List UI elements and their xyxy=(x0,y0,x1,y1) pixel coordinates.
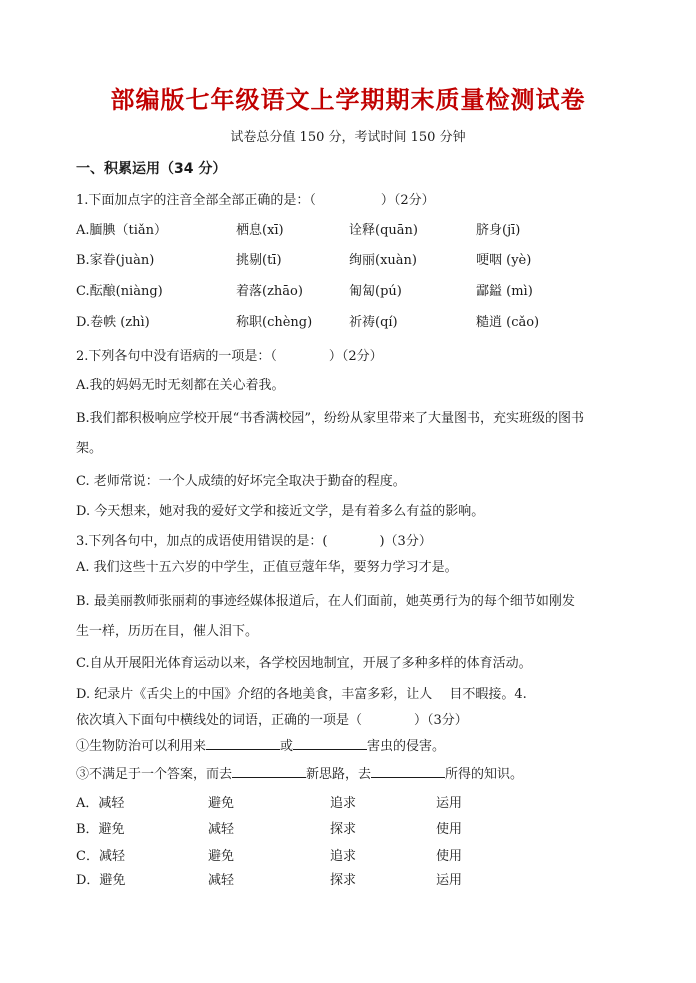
q4-option-c-3: 追求 xyxy=(330,849,357,864)
q3-option-b-cont: 生一样，历历在目，催人泪下。 xyxy=(76,624,259,639)
page-title: 部编版七年级语文上学期期末质量检测试卷 xyxy=(110,86,586,114)
q2-option-c: C. 老师常说：一个人成绩的好坏完全取决于勤奋的程度。 xyxy=(76,474,406,489)
q4-option-d-3: 探求 xyxy=(330,873,357,888)
q1-option-a-4: 脐身(jī) xyxy=(476,223,521,238)
q4-option-c-4: 使用 xyxy=(436,849,463,864)
q4-option-a-2: 避免 xyxy=(208,796,235,811)
q4-sentence-1 xyxy=(76,735,445,754)
question-2-stem: 2.下列各句中没有语病的一项是：（ ）（2分） xyxy=(76,349,383,364)
q1-option-b-2: 挑剔(tī) xyxy=(236,253,282,268)
q4-option-a-4: 运用 xyxy=(436,796,463,811)
q4-option-b-3: 探求 xyxy=(330,822,357,837)
q1-option-a-1: A.腼腆（tiǎn） xyxy=(76,223,168,238)
q1-option-d-3: 祈祷(qí) xyxy=(349,315,398,330)
q1-option-d-2: 称职(chèng) xyxy=(236,315,313,330)
q1-option-a-3: 诠释(quān) xyxy=(349,223,418,238)
q4-option-a-3: 追求 xyxy=(330,796,357,811)
q2-option-a: A.我的妈妈无时无刻都在关心着我。 xyxy=(76,378,285,393)
q4-option-a-1: A．减轻 xyxy=(76,796,125,811)
q4-option-b-1: B．避免 xyxy=(76,822,125,837)
q2-option-b: B.我们都积极响应学校开展“书香满校园”，纷纷从家里带来了大量图书，充实班级的图书 xyxy=(76,411,584,426)
q1-option-c-2: 着落(zhāo) xyxy=(236,284,303,299)
q2-option-b-cont: 架。 xyxy=(76,441,103,456)
q4-option-b-4: 使用 xyxy=(436,822,463,837)
q4-s2-part3: 所得的知识。 xyxy=(445,767,524,782)
q4-option-d-4: 运用 xyxy=(436,873,463,888)
q1-option-c-4: 酃鎰 (mì) xyxy=(476,284,533,299)
q4-option-c-1: C．减轻 xyxy=(76,849,125,864)
answer-blank[interactable] xyxy=(232,765,306,778)
section-heading: 一、积累运用（34 分） xyxy=(76,161,227,177)
q4-s1-part1: ①生物防治可以利用来 xyxy=(76,739,207,754)
q2-option-d: D. 今天想来，她对我的爱好文学和接近文学，是有着多么有益的影响。 xyxy=(76,504,485,519)
q1-option-a-2: 栖息(xī) xyxy=(236,223,284,238)
question-4-stem: 依次填入下面句中横线处的词语，正确的一项是（ ）（3分） xyxy=(76,713,468,728)
exam-info: 试卷总分值 150 分，考试时间 150 分钟 xyxy=(230,130,466,145)
q1-option-b-3: 绚丽(xuàn) xyxy=(349,253,417,268)
q4-s2-part2: 新思路，去 xyxy=(306,767,372,782)
q4-option-c-2: 避免 xyxy=(208,849,235,864)
q3-option-a: A. 我们这些十五六岁的中学生，正值豆蔻年华，要努力学习才是。 xyxy=(76,560,458,575)
q3-option-b: B. 最美丽教师张丽莉的事迹经媒体报道后，在人们面前，她英勇行为的每个细节如刚发 xyxy=(76,594,575,609)
q1-option-d-1: D.卷帙 (zhì) xyxy=(76,315,150,330)
question-3-stem: 3.下列各句中，加点的成语使用错误的是：( )（3分） xyxy=(76,534,432,549)
q3-option-d: D. 纪录片《舌尖上的中国》介绍的各地美食，丰富多彩，让人 目不暇接。4. xyxy=(76,687,527,702)
q4-sentence-2 xyxy=(76,763,523,782)
q1-option-d-4: 糙逍 (cǎo) xyxy=(476,315,540,330)
q4-option-d-1: D．避免 xyxy=(76,873,126,888)
q1-option-b-1: B.家眷(juàn) xyxy=(76,253,155,268)
q1-option-b-4: 哽咽 (yè) xyxy=(476,253,532,268)
q1-option-c-3: 匍匐(pú) xyxy=(349,284,402,299)
q3-option-c: C.自从开展阳光体育运动以来，各学校因地制宜，开展了多种多样的体育活动。 xyxy=(76,656,532,671)
q4-option-d-2: 减轻 xyxy=(208,873,235,888)
answer-blank[interactable] xyxy=(371,765,445,778)
q1-option-c-1: C.酝酿(niàng) xyxy=(76,284,163,299)
answer-blank[interactable] xyxy=(293,737,367,750)
q4-s1-part2: 或 xyxy=(280,739,294,754)
q4-s2-part1: ③不满足于一个答案，而去 xyxy=(76,767,233,782)
question-1-stem: 1.下面加点字的注音全部全部正确的是：（ ）（2分） xyxy=(76,193,435,208)
q4-option-b-2: 减轻 xyxy=(208,822,235,837)
q4-s1-part3: 害虫的侵害。 xyxy=(367,739,446,754)
answer-blank[interactable] xyxy=(206,737,280,750)
